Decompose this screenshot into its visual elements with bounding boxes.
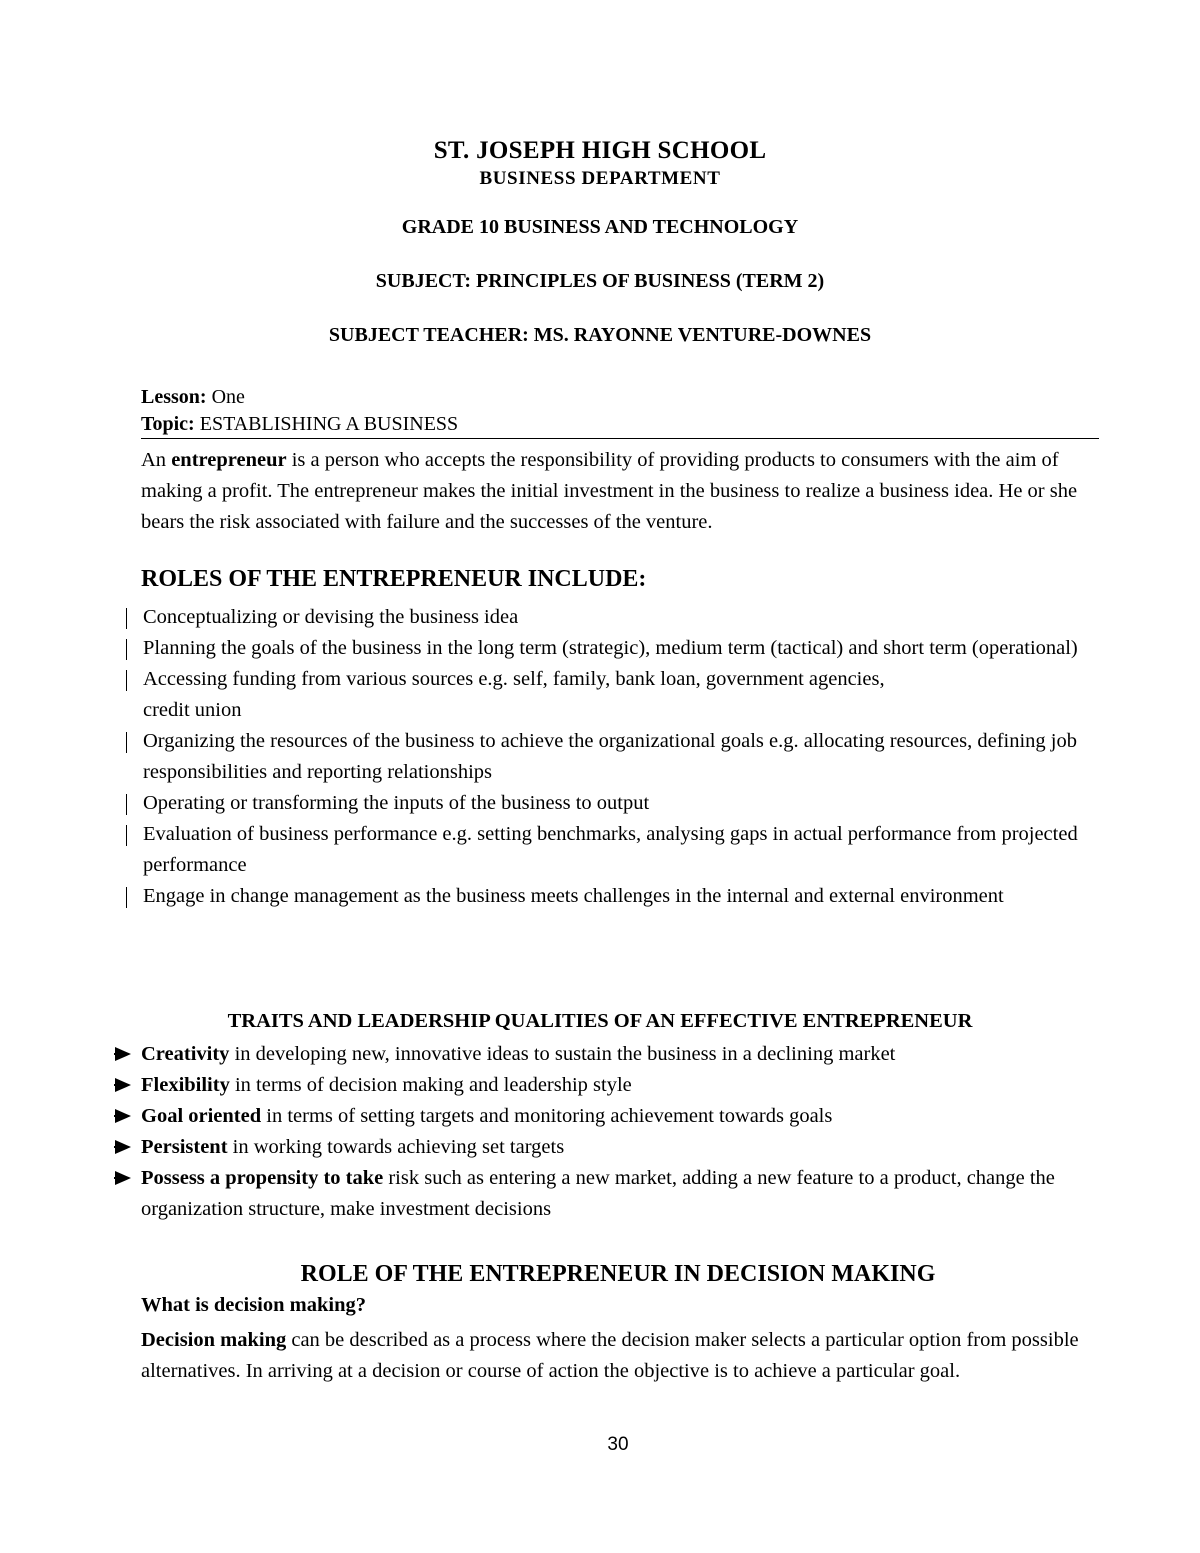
role-text-continued: credit union: [143, 699, 242, 721]
list-item: [113, 1070, 1103, 1101]
traits-list: [113, 1039, 1103, 1225]
bullet-bar-icon: [126, 732, 127, 753]
arrow-bullet-icon: [115, 1047, 131, 1061]
lesson-line: [141, 386, 245, 409]
trait-name: Goal oriented: [141, 1105, 262, 1127]
list-item: [122, 881, 1107, 912]
school-name: ST. JOSEPH HIGH SCHOOL: [433, 137, 767, 164]
bullet-bar-icon: [126, 639, 127, 660]
list-item: [113, 1039, 1103, 1070]
page-number: 30: [607, 1434, 629, 1455]
role-text: Accessing funding from various sources e.g. self, family, bank loan, government agencies,: [143, 668, 885, 690]
entrepreneur-term: entrepreneur: [171, 449, 287, 471]
bullet-bar-icon: [126, 825, 127, 846]
bullet-bar-icon: [126, 794, 127, 815]
lesson-label: Lesson:: [141, 386, 207, 408]
topic-value: ESTABLISHING A BUSINESS: [194, 413, 459, 435]
role-text: Operating or transforming the inputs of the business to output: [143, 792, 650, 814]
trait-text: in terms of setting targets and monitoring achievement towards goals: [261, 1105, 833, 1127]
trait-name: Creativity: [141, 1043, 230, 1065]
decision-paragraph: [141, 1325, 1103, 1387]
lesson-value: One: [206, 386, 245, 408]
arrow-bullet-icon: [115, 1140, 131, 1154]
traits-heading: TRAITS AND LEADERSHIP QUALITIES OF AN EFFECTIVE ENTREPRENEUR: [227, 1010, 973, 1032]
intro-lead: An: [141, 449, 172, 471]
intro-text: is a person who accepts the responsibility of providing products to consumers with the aim of making a profit. The entrepreneur makes the initial investment in the business to realize a business idea. He or she bears the risk associated with failure and the successes of the venture.: [141, 449, 1078, 533]
grade-title: GRADE 10 BUSINESS AND TECHNOLOGY: [401, 216, 799, 238]
list-item: [122, 819, 1107, 881]
arrow-bullet-icon: [115, 1078, 131, 1092]
list-item: [113, 1132, 1103, 1163]
list-item: [113, 1101, 1103, 1132]
bullet-bar-icon: [126, 887, 127, 908]
trait-text: risk such as entering a new market, adding a new feature to a product, change the organization structure, make investment decisions: [141, 1167, 1055, 1220]
topic-line: [141, 413, 458, 436]
decision-question: What is decision making?: [141, 1294, 366, 1316]
bullet-bar-icon: [126, 608, 127, 629]
role-text: Engage in change management as the business meets challenges in the internal and external environment: [143, 885, 1004, 907]
list-item: [122, 664, 1107, 726]
department-name: BUSINESS DEPARTMENT: [479, 168, 721, 189]
role-text: Organizing the resources of the business to achieve the organizational goals e.g. allocating resources, defining job responsibilities and reporting relationships: [143, 730, 1077, 783]
intro-paragraph: [141, 445, 1103, 538]
trait-text: in working towards achieving set targets: [227, 1136, 565, 1158]
trait-name: Persistent: [141, 1136, 228, 1158]
role-text: Evaluation of business performance e.g. setting benchmarks, analysing gaps in actual performance from projected performance: [143, 823, 1078, 876]
bullet-bar-icon: [126, 670, 127, 691]
topic-label: Topic:: [141, 413, 195, 435]
role-text: Conceptualizing or devising the business idea: [143, 606, 519, 628]
trait-text: in developing new, innovative ideas to sustain the business in a declining market: [229, 1043, 896, 1065]
role-text: Planning the goals of the business in the long term (strategic), medium term (tactical) and short term (operational): [143, 637, 1078, 659]
arrow-bullet-icon: [115, 1171, 131, 1185]
list-item: [113, 1163, 1103, 1225]
decision-heading: ROLE OF THE ENTREPRENEUR IN DECISION MAKING: [300, 1261, 936, 1287]
roles-list: [122, 602, 1107, 912]
arrow-bullet-icon: [115, 1109, 131, 1123]
list-item: [122, 633, 1107, 664]
list-item: [122, 788, 1107, 819]
trait-name: Possess a propensity to take: [141, 1167, 384, 1189]
roles-heading: ROLES OF THE ENTREPRENEUR INCLUDE:: [141, 566, 647, 592]
subject-title: SUBJECT: PRINCIPLES OF BUSINESS (TERM 2): [375, 270, 825, 292]
teacher-title: SUBJECT TEACHER: MS. RAYONNE VENTURE-DOWNES: [328, 324, 872, 346]
trait-text: in terms of decision making and leadership style: [229, 1074, 632, 1096]
topic-divider: [141, 438, 1099, 439]
decision-text: can be described as a process where the decision maker selects a particular option from possible alternatives. In arriving at a decision or course of action the objective is to achieve a particular goal.: [141, 1329, 1079, 1382]
decision-term: Decision making: [141, 1329, 287, 1351]
trait-name: Flexibility: [141, 1074, 230, 1096]
list-item: [122, 726, 1107, 788]
list-item: [122, 602, 1107, 633]
